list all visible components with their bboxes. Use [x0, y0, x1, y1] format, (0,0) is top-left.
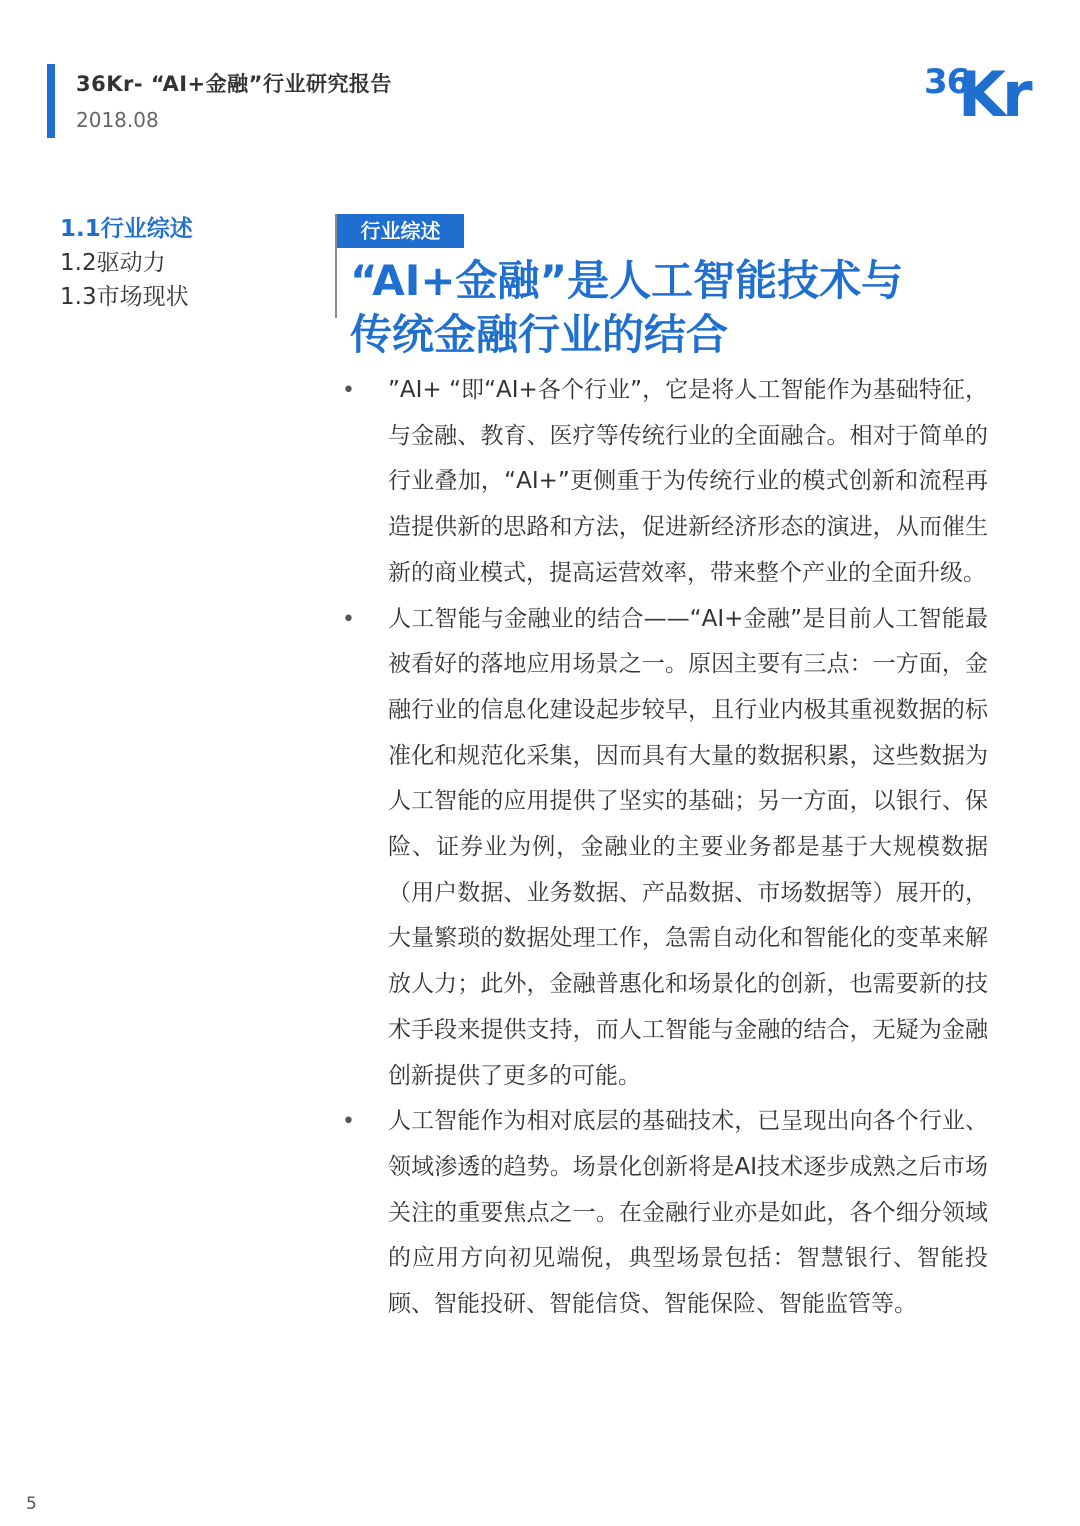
bullet-list [342, 368, 992, 1328]
table-of-contents [60, 212, 193, 314]
section-tag: 行业综述 [337, 214, 464, 248]
logo-kr-text: Kr [958, 58, 1029, 131]
bullet-dot-icon: • [342, 606, 355, 632]
report-date: 2018.08 [76, 108, 159, 132]
toc-item-drivers[interactable]: 1.2驱动力 [60, 250, 166, 276]
toc-item-market-status[interactable]: 1.3市场现状 [60, 284, 189, 310]
bullet-item [342, 1099, 992, 1328]
bullet-dot-icon: • [342, 378, 355, 403]
36kr-logo [924, 58, 1044, 131]
bullet-dot-icon: • [342, 1109, 355, 1135]
section-headline [350, 254, 1040, 362]
bullet-text: ”AI+ “即“AI+各个行业”，它是将人工智能作为基础特征，与金融、教育、医疗等传统行业的全面融合。相对于简单的行业叠加，“AI+”更侧重于为传统行业的模式创新和流程再造提供新的思路和方法，促进新经济形态的演进，从而催生新的商业模式，提高运营效率，带来整个产业的全面升级。 [388, 377, 988, 586]
header-accent-bar [47, 64, 55, 138]
report-title: 36Kr- “AI+金融”行业研究报告 [76, 72, 392, 96]
bullet-text: 人工智能作为相对底层的基础技术，已呈现出向各个行业、领域渗透的趋势。场景化创新将是AI技术逐步成熟之后市场关注的重要焦点之一。在金融行业亦是如此，各个细分领域的应用方向初见端倪，典型场景包括：智慧银行、智能投顾、智能投研、智能信贷、智能保险、智能监管等。 [388, 1108, 988, 1318]
page-number: 5 [26, 1494, 37, 1514]
logo-36-text: 36 [924, 62, 970, 102]
toc-item-overview[interactable]: 1.1行业综述 [60, 216, 193, 242]
bullet-item [342, 368, 992, 597]
headline-line-1: “AI+金融”是人工智能技术与 [350, 256, 904, 305]
headline-line-2: 传统金融行业的结合 [350, 310, 729, 359]
bullet-text: 人工智能与金融业的结合——“AI+金融”是目前人工智能最被看好的落地应用场景之一。原因主要有三点：一方面，金融行业的信息化建设起步较早，且行业内极其重视数据的标准化和规范化采集，因而具有大量的数据积累，这些数据为人工智能的应用提供了坚实的基础；另一方面，以银行、保险、证券业为例，金融业的主要业务都是基于大规模数据（用户数据、业务数据、产品数据、市场数据等）展开的，大量繁琐的数据处理工作，急需自动化和智能化的变革来解放人力；此外，金融普惠化和场景化的创新，也需要新的技术手段来提供支持，而人工智能与金融的结合，无疑为金融创新提供了更多的可能。 [388, 605, 988, 1089]
bullet-item [342, 597, 992, 1100]
